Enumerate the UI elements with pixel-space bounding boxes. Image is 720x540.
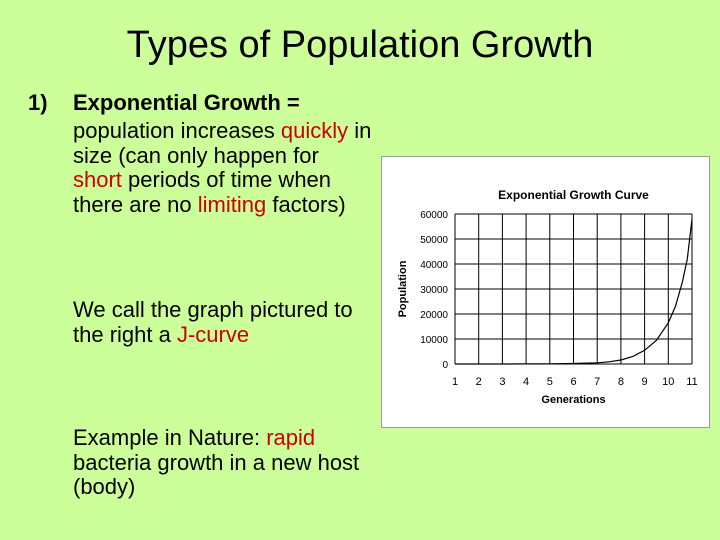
x-tick-label: 4 xyxy=(523,376,530,388)
x-tick-label: 10 xyxy=(662,376,675,388)
y-tick-label: 0 xyxy=(442,360,448,371)
text-run: Example in Nature: xyxy=(73,425,267,450)
text-run: factors) xyxy=(266,191,346,217)
highlight-text: J-curve xyxy=(176,321,250,347)
highlight-text: quickly xyxy=(280,118,349,143)
text-run: population increases xyxy=(73,118,281,143)
x-tick-label: 11 xyxy=(686,376,698,388)
x-tick-label: 5 xyxy=(546,376,553,388)
x-tick-label: 6 xyxy=(570,376,577,388)
slide-title: Types of Population Growth xyxy=(126,24,594,66)
highlight-text: rapid xyxy=(266,425,316,450)
x-tick-label: 2 xyxy=(475,376,482,388)
x-tick-label: 1 xyxy=(451,376,459,388)
highlight-text: short xyxy=(73,167,122,192)
text-run: in size (can only happen for xyxy=(73,118,372,168)
x-tick-label: 7 xyxy=(594,376,601,388)
text-run: bacteria growth in a new host (body) xyxy=(73,449,360,499)
list-number: 1) xyxy=(28,90,48,115)
x-tick-label: 3 xyxy=(499,376,506,388)
example-paragraph xyxy=(73,426,373,500)
chart-panel xyxy=(381,156,710,428)
y-tick-label: 40000 xyxy=(420,260,448,271)
text-run: periods of time when there are no xyxy=(73,167,332,217)
chart-title: Exponential Growth Curve xyxy=(498,188,649,202)
x-tick-label: 8 xyxy=(617,376,624,388)
y-tick-label: 30000 xyxy=(420,285,448,296)
x-axis-label: Generations xyxy=(541,394,606,406)
y-tick-label: 20000 xyxy=(420,310,448,321)
text-run: We call the graph pictured to the right a xyxy=(73,297,353,347)
definition-paragraph xyxy=(73,119,373,217)
highlight-text: limiting xyxy=(197,191,267,217)
y-tick-label: 50000 xyxy=(420,235,448,246)
jcurve-paragraph xyxy=(73,298,373,347)
y-axis-label: Population xyxy=(397,260,409,318)
x-tick-label: 9 xyxy=(641,376,648,388)
item-heading: Exponential Growth = xyxy=(73,90,300,115)
exponential-growth-chart xyxy=(382,157,709,427)
y-tick-label: 60000 xyxy=(420,210,448,221)
y-tick-label: 10000 xyxy=(420,335,448,346)
